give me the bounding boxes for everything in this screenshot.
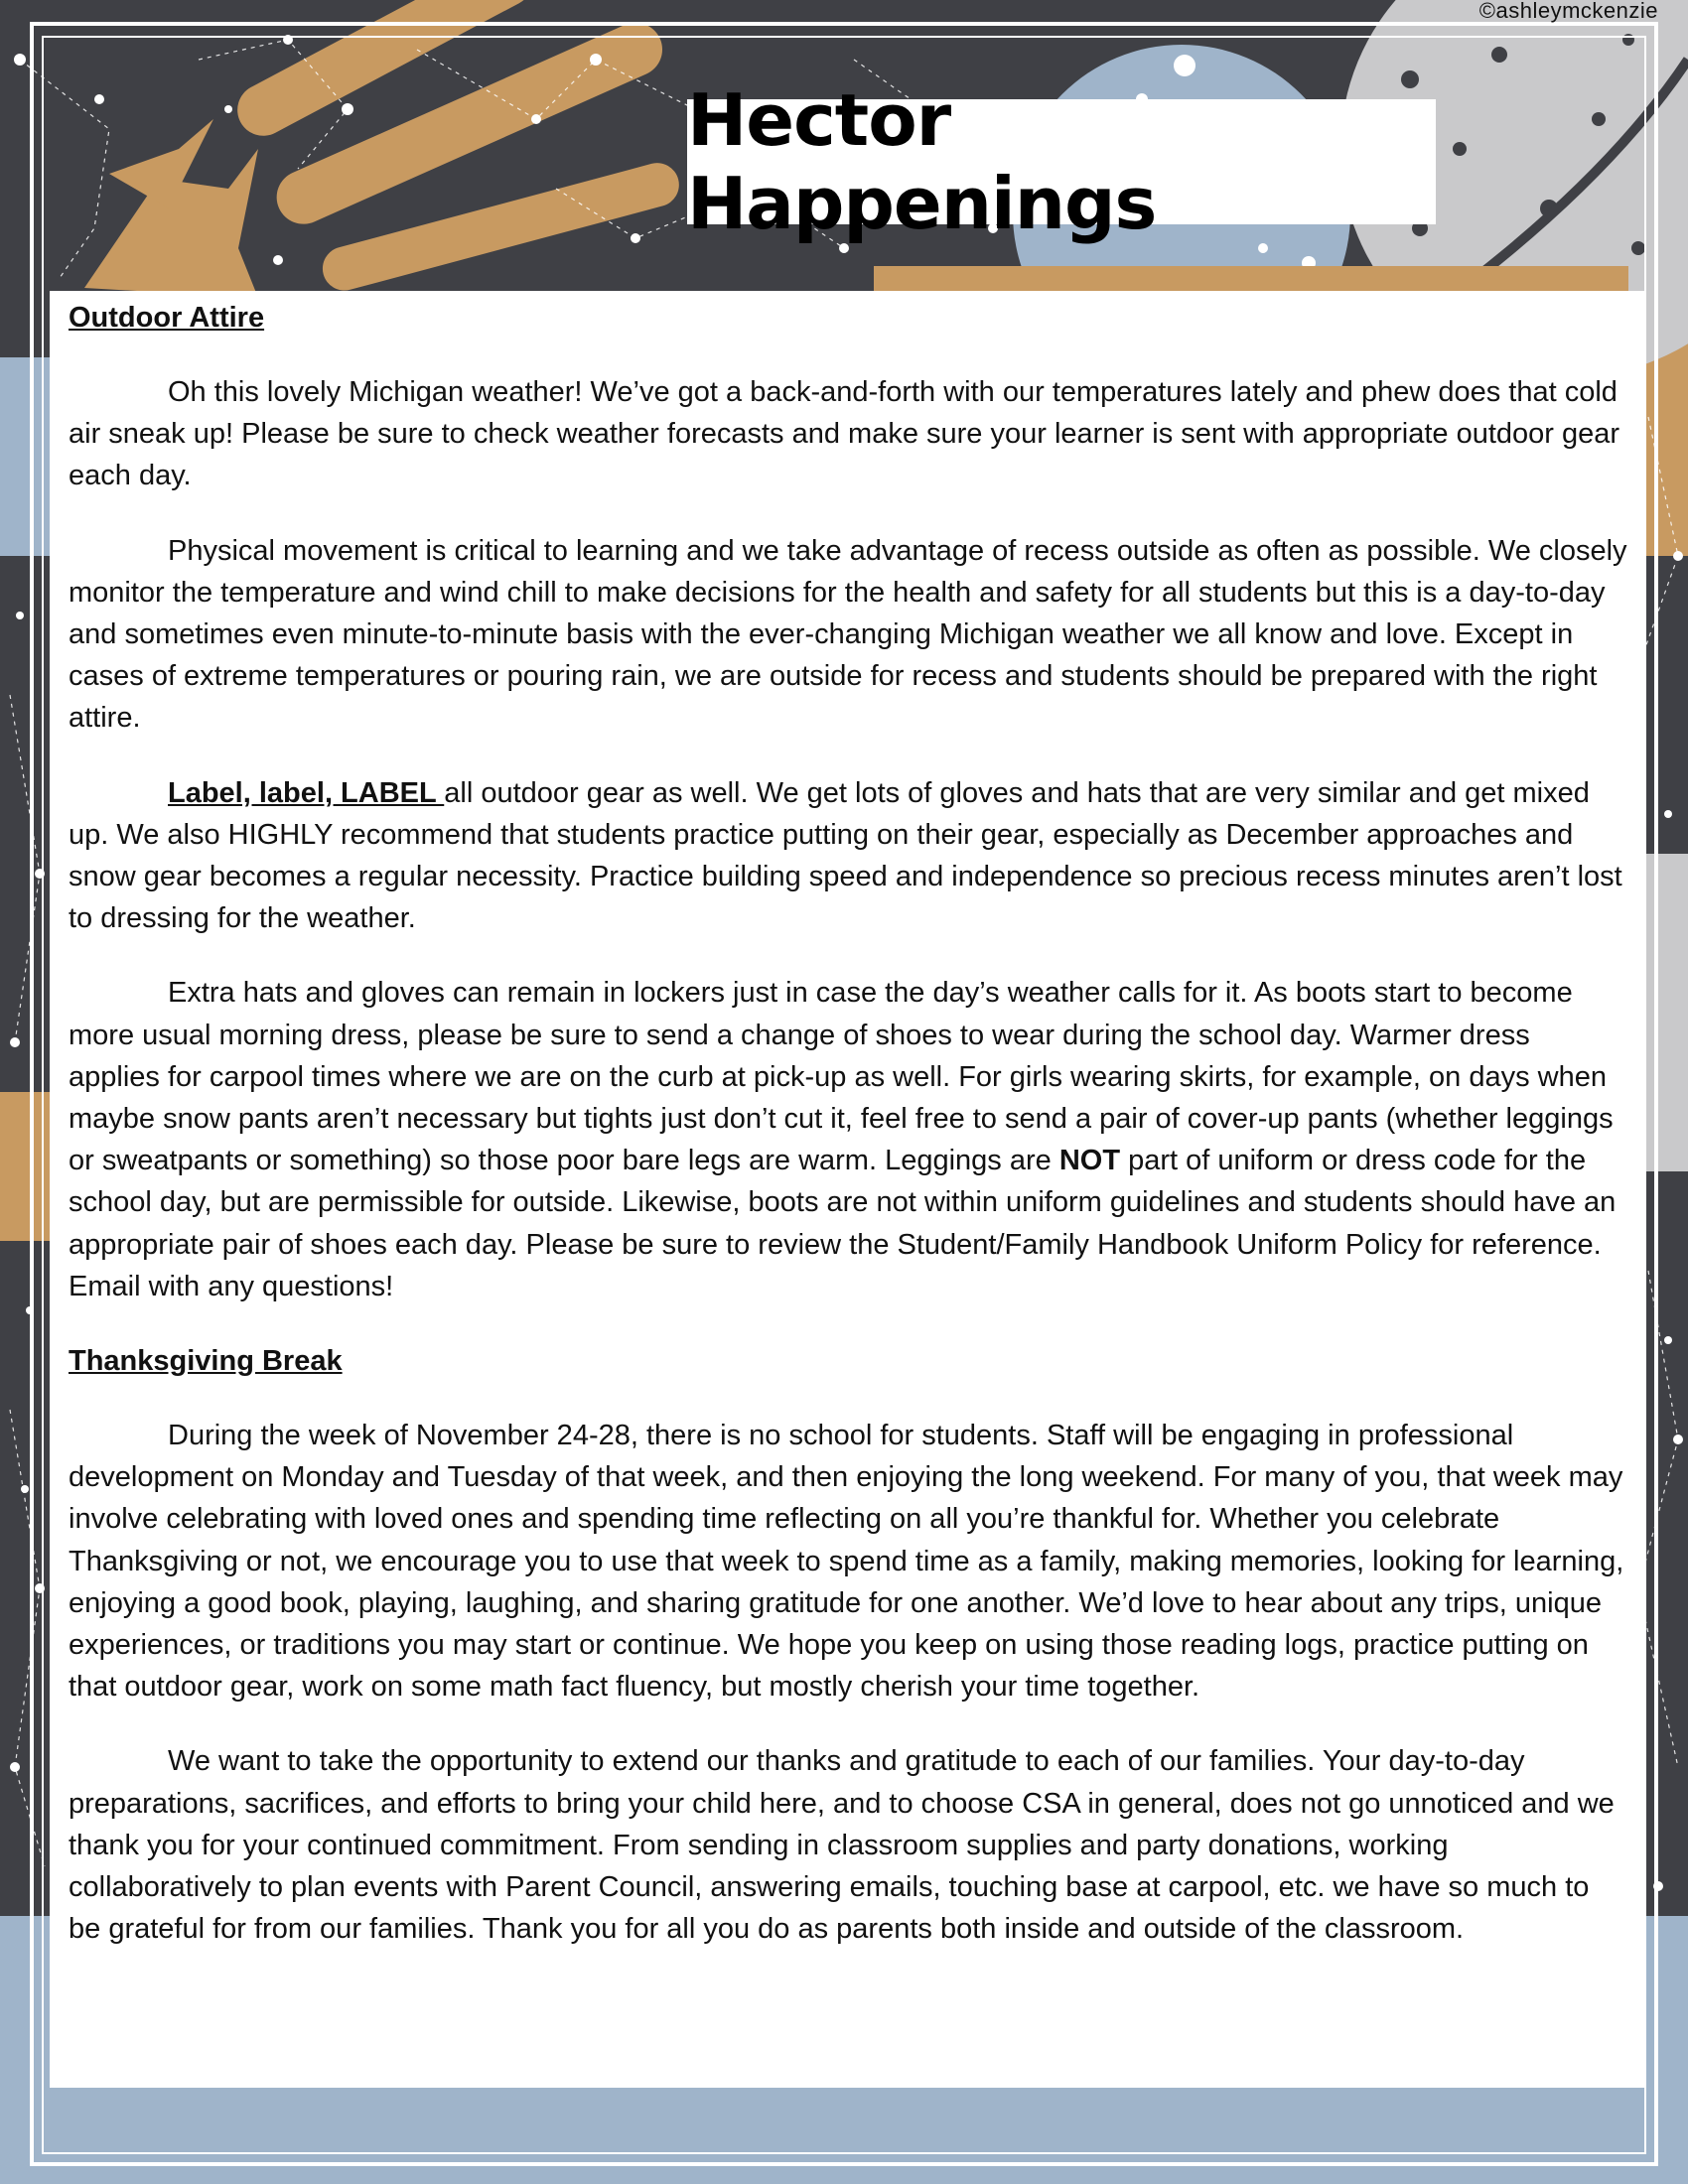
title-box bbox=[687, 78, 1436, 245]
section-heading-thanksgiving-break: Thanksgiving Break bbox=[69, 1345, 343, 1378]
outdoor-paragraph-3-text: all outdoor gear as well. We get lots of gloves and hats that are very similar and get mixed up. We also HIGHLY recommend that students practice putting on their gear, especially as December approaches and snow gear becomes a regular necessity. Practice building speed and independence so precious recess minutes aren’t lost to dressing for the weather. bbox=[69, 776, 1622, 935]
not-emphasis: NOT bbox=[1058, 1145, 1121, 1177]
outdoor-paragraph-2: Physical movement is critical to learning and we take advantage of recess outside as often as possible. We closely monitor the temperature and wind chill to make decisions for the health and safety for all students but this is a day-to-day and sometimes even minute-to-minute basis with the ever-changing Michigan weather we all know and love. Except in cases of extreme temperatures or pouring rain, we are outside for recess and students should be prepared with the right attire. bbox=[69, 534, 1627, 735]
outdoor-paragraph-1: Oh this lovely Michigan weather! We’ve got a back-and-forth with our temperatures lately and phew does that cold air sneak up! Please be sure to check weather forecasts and make sure your learner is sent with appropriate outdoor gear each day. bbox=[69, 376, 1620, 492]
label-emphasis: Label, label, LABEL bbox=[168, 776, 445, 809]
section-heading-outdoor-attire: Outdoor Attire bbox=[69, 302, 265, 334]
thanksgiving-paragraph-2: We want to take the opportunity to extend our thanks and gratitude to each of our families. Your day-to-day preparations, sacrifices, and efforts to bring your child here, and to choose CSA in general, does not go unnoticed and we thank you for your continued commitment. From sending in classroom supplies and party donations, working collaboratively to plan events with Parent Council, answering emails, touching base at carpool, etc. we have so much to be grateful for from our families. Thank you for all you do as parents both inside and outside of the classroom. bbox=[69, 1745, 1615, 1946]
outdoor-paragraph-3 bbox=[69, 772, 1628, 940]
page-title: Hector Happenings bbox=[687, 78, 1157, 245]
thanksgiving-paragraph-1: During the week of November 24-28, there is no school for students. Staff will be engaging in professional development on Monday and Tuesday of that week, and then enjoying the long weekend. For many of you, that week may involve celebrating with loved ones and spending time reflecting on all you’re thankful for. Whether you celebrate Thanksgiving or not, we encourage you to use that week to spend time as a family, making memories, looking for learning, enjoying a good book, playing, laughing, and sharing gratitude for one another. We’d love to hear about any trips, unique experiences, or traditions you may start or continue. We hope you keep on using those reading logs, practice putting on that outdoor gear, work on some math fact fluency, but mostly cherish your time together. bbox=[69, 1420, 1624, 1704]
newsletter-body bbox=[50, 291, 1646, 2088]
copyright-credit: ©ashleymckenzie bbox=[1478, 0, 1658, 23]
outdoor-paragraph-4-text-b: part of uniform or dress code for the school day, but are permissible for outside. Likewise, boots are not within uniform guidelines and students should have an appropriate pair of shoes each day. Please be sure to review the Student/Family Handbook Uniform Policy for reference. Email with any questions! bbox=[69, 1145, 1617, 1302]
outdoor-paragraph-4 bbox=[69, 972, 1628, 1307]
outdoor-paragraph-4-text-a: Extra hats and gloves can remain in lockers just in case the day’s weather calls for it. As boots start to become more usual morning dress, please be sure to send a change of shoes to wear during the school day. Warmer dress applies for carpool times where we are on the curb at pick-up as well. For girls wearing skirts, for example, on days when maybe snow pants aren’t necessary but tights just don’t cut it, feel free to send a pair of cover-up pants (whether leggings or sweatpants or something) so those poor bare legs are warm. Leggings are bbox=[69, 977, 1614, 1177]
